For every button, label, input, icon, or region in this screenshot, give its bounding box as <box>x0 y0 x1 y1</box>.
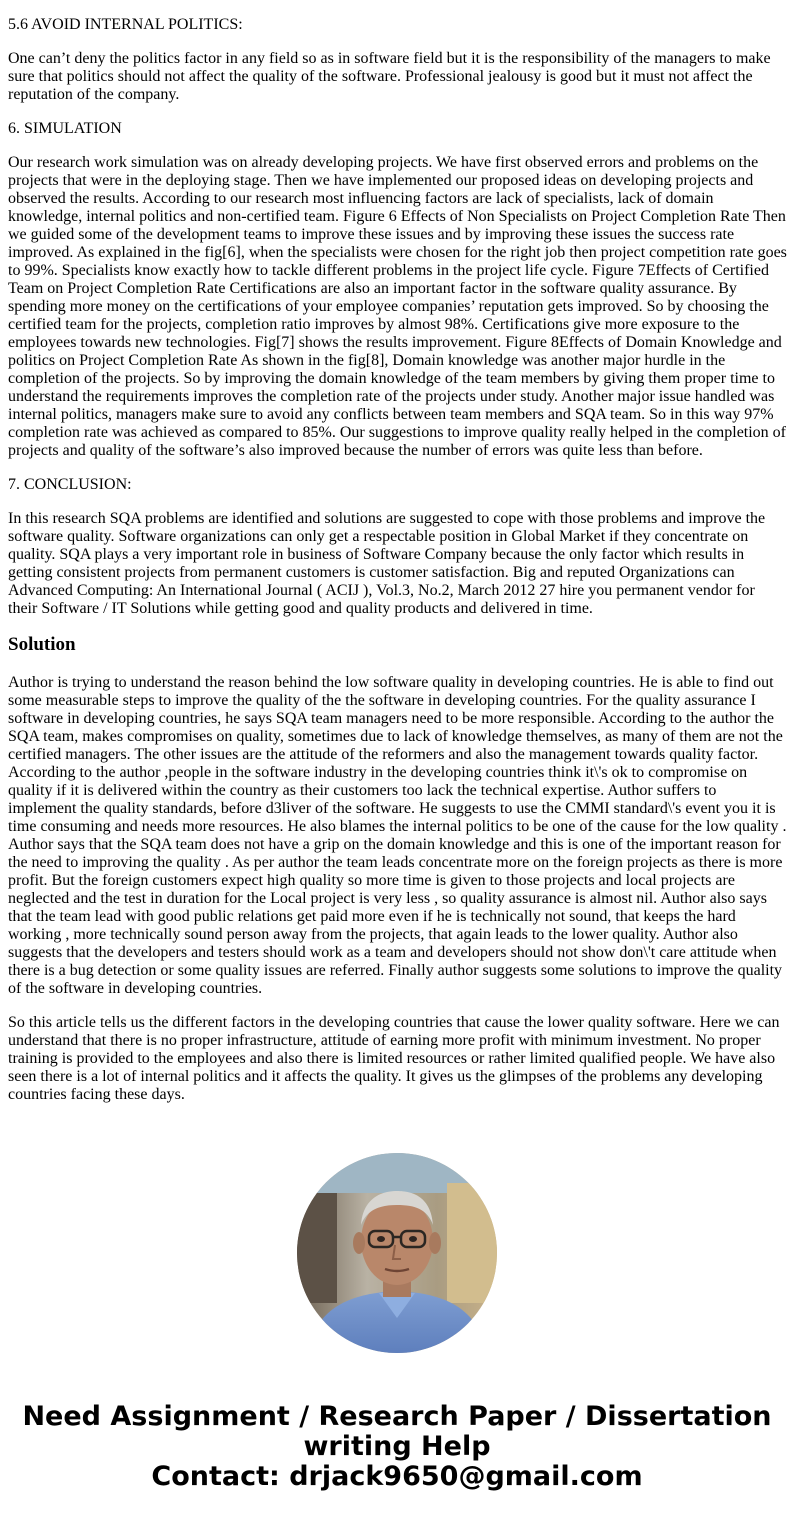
section-5-6-title: 5.6 AVOID INTERNAL POLITICS: <box>8 16 243 33</box>
contact-banner <box>0 1402 794 1492</box>
document-body <box>8 16 788 1120</box>
solution-heading: Solution <box>8 634 76 655</box>
section-6-body: Our research work simulation was on already developing projects. We have first observed errors and problems on the projects that were in the deploying stage. Then we have implemented our proposed ideas on developing projects and observed the results. According to our research most influencing factors are lack of specialists, lack of domain knowledge, internal politics and non-certified team. Figure 6 Effects of Non Specialists on Project Completion Rate Then we guided some of the development teams to improve these issues and by improving these issues the success rate improved. As explained in the fig[6], when the specialists were chosen for the right job then project competition rate goes to 99%. Specialists know exactly how to tackle different problems in the project life cycle. Figure 7Effects of Certified Team on Project Completion Rate Certifications are also an important factor in the software quality assurance. By spending more money on the certifications of your employee companies’ reputation gets improved. So by choosing the certified team for the projects, completion ratio improves by almost 98%. Certifications give more exposure to the employees towards new technologies. Fig[7] shows the results improvement. Figure 8Effects of Domain Knowledge and politics on Project Completion Rate As shown in the fig[8], Domain knowledge was another major hurdle in the completion of the projects. So by improving the domain knowledge of the team members by giving them proper time to understand the requirements improves the completion rate of the projects under study. Another major issue handled was internal politics, managers make sure to avoid any conflicts between team members and SQA team. So in this way 97% completion rate was achieved as compared to 85%. Our suggestions to improve quality really helped in the completion of projects and quality of the software’s also improved because the number of errors was quite less than before. <box>8 154 787 459</box>
section-7-title: 7. CONCLUSION: <box>8 476 132 493</box>
contact-email[interactable]: Contact: drjack9650@gmail.com <box>151 1461 643 1492</box>
solution-paragraph-1: Author is trying to understand the reason behind the low software quality in developing countries. He is able to find out some measurable steps to improve the quality of the the software in developing countries. For the quality assurance I software in developing countries, he says SQA team managers need to be more responsible. According to the author the SQA team, makes compromises on quality, sometimes due to lack of knowledge themselves, as many of them are not the certified managers. The other issues are the attitude of the reformers and also the management towards quality factor. According to the author ,people in the software industry in the developing countries think it\'s ok to compromise on quality if it is delivered within the country as their customers too lack the technical expertise. Author suffers to implement the quality standards, before d3liver of the software. He suggests to use the CMMI standard\'s event you it is time consuming and needs more resources. He also blames the internal politics to be one of the cause for the low quality . Author says that the SQA team does not have a grip on the domain knowledge and this is one of the important reason for the need to improving the quality . As per author the team leads concentrate more on the foreign projects as there is more profit. But the foreign customers expect high quality so more time is given to those projects and local projects are neglected and the test in duration for the Local project is very less , so quality assurance is almost nil. Author also says that the team lead with good public relations get paid more even if he is technically not sound, that keeps the hard working , more technically sound person away from the projects, that again leads to the lower quality. Author also suggests that the developers and testers should work as a team and developers should not show don\'t care attitude when there is a bug detection or some quality issues are referred. Finally author suggests some solutions to improve the quality of the software in developing countries. <box>8 674 787 997</box>
solution-paragraph-2: So this article tells us the different factors in the developing countries that cause the lower quality software. Here we can understand that there is no proper infrastructure, attitude of earning more profit with minimum investment. No proper training is provided to the employees and also there is limited resources or rather limited qualified people. We have also seen there is a lot of internal politics and it affects the quality. It gives us the glimpses of the problems any developing countries facing these days. <box>8 1014 780 1103</box>
contact-banner-line-1: Need Assignment / Research Paper / Dissertation <box>22 1401 772 1432</box>
section-6-title: 6. SIMULATION <box>8 120 122 137</box>
author-avatar <box>297 1153 497 1353</box>
section-7-body: In this research SQA problems are identified and solutions are suggested to cope with those problems and improve the software quality. Software organizations can only get a respectable position in Global Market if they concentrate on quality. SQA plays a very important role in business of Software Company because the only factor which results in getting consistent projects from permanent customers is customer satisfaction. Big and reputed Organizations can Advanced Computing: An International Journal ( ACIJ ), Vol.3, No.2, March 2012 27 hire you permanent vendor for their Software / IT Solutions while getting good and quality products and delivered in time. <box>8 510 766 617</box>
section-5-6-body: One can’t deny the politics factor in any field so as in software field but it is the responsibility of the managers to make sure that politics should not affect the quality of the software. Professional jealousy is good but it must not affect the reputation of the company. <box>8 50 771 103</box>
contact-banner-line-2: writing Help <box>303 1431 491 1462</box>
